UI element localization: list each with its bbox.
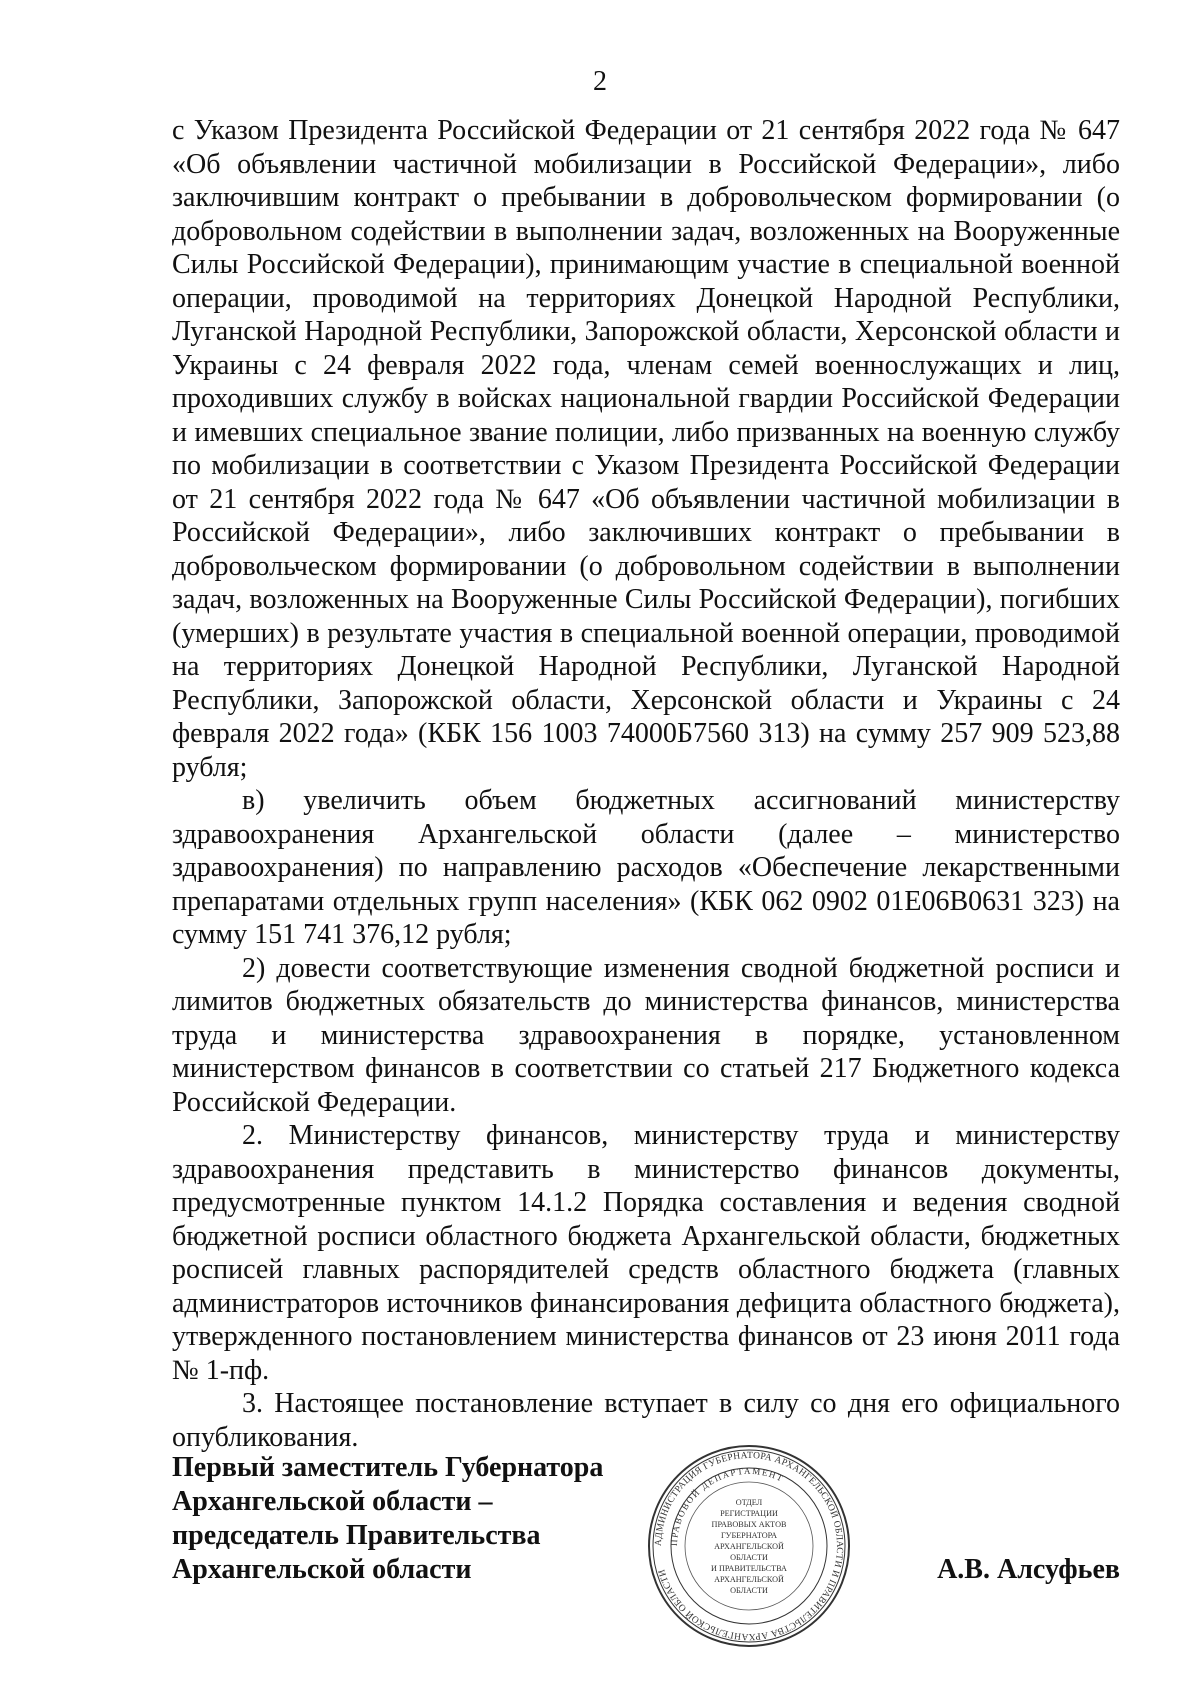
svg-text:ПРАВОВОЙ ДЕПАРТАМЕНТ: ПРАВОВОЙ ДЕПАРТАМЕНТ [668, 1465, 786, 1547]
signer-name: А.В. Алсуфьев [937, 1554, 1120, 1585]
stamp-line: ОТДЕЛ [735, 1498, 763, 1507]
stamp-line: РЕГИСТРАЦИИ [720, 1509, 778, 1518]
stamp-line: ОБЛАСТИ [730, 1553, 768, 1562]
svg-text:АДМИНИСТРАЦИЯ ГУБЕРНАТОРА АРХА: АДМИНИСТРАЦИЯ ГУБЕРНАТОРА АРХАНГЕЛЬСКОЙ ОБЛАСТИ И ПРАВИТЕЛЬСТВА АРХАНГЕЛЬСКОЙ ОБЛАСТИ [653, 1450, 845, 1642]
official-stamp [644, 1441, 854, 1651]
signer-title [172, 1451, 603, 1587]
document-body [172, 114, 1120, 1454]
stamp-seal-icon [644, 1441, 854, 1651]
stamp-line: АРХАНГЕЛЬСКОЙ [714, 1542, 784, 1551]
signature-block [172, 1451, 1120, 1691]
stamp-line: И ПРАВИТЕЛЬСТВА [711, 1564, 787, 1573]
signer-title-line: Первый заместитель Губернатора [172, 1452, 604, 1483]
paragraph-clause-3: 3. Настоящее постановление вступает в силу со дня его официального опубликования. [172, 1388, 1120, 1453]
paragraph-subitem-v: в) увеличить объем бюджетных ассигнований министерству здравоохранения Архангельской области (далее – министерство здравоохранения) по направлению расходов «Обеспечение лекарственными препаратами отдельных групп населения» (КБК 062 0902 01Е06В0631 323) на сумму 151 741 376,12 рубля; [172, 785, 1120, 950]
paragraph-continuation: с Указом Президента Российской Федерации от 21 сентября 2022 года № 647 «Об объявлении частичной мобилизации в Российской Федерации», либо заключившим контракт о пребывании в добровольческом формировании (о добровольном содействии в выполнении задач, возложенных на Вооруженные Силы Российской Федерации), принимающим участие в специальной военной операции, проводимой на территориях Донецкой Народной Республики, Луганской Народной Республики, Запорожской области, Херсонской области и Украины с 24 февраля 2022 года, членам семей военнослужащих и лиц, проходивших службу в войсках национальной гвардии Российской Федерации и имевших специальное звание полиции, либо призванных на военную службу по мобилизации в соответствии с Указом Президента Российской Федерации от 21 сентября 2022 года № 647 «Об объявлении частичной мобилизации в Российской Федерации», либо заключивших контракт о пребывании в добровольческом формировании (о добровольном содействии в выполнении задач, возложенных на Вооруженные Силы Российской Федерации), погибших (умерших) в результате участия в специальной военной операции, проводимой на территориях Донецкой Народной Республики, Луганской Народной Республики, Запорожской области, Херсонской области и Украины с 24 февраля 2022 года» (КБК 156 1003 74000Б7560 313) на сумму 257 909 523,88 рубля; [172, 115, 1120, 783]
signer-title-line: председатель Правительства [172, 1520, 541, 1551]
signer-title-line: Архангельской области [172, 1554, 472, 1585]
signer-title-line: Архангельской области – [172, 1486, 493, 1517]
stamp-line: ОБЛАСТИ [730, 1586, 768, 1595]
stamp-line: АРХАНГЕЛЬСКОЙ [714, 1575, 784, 1584]
paragraph-item-2: 2) довести соответствующие изменения сводной бюджетной росписи и лимитов бюджетных обязательств до министерства финансов, министерства труда и министерства здравоохранения в порядке, установленном министерством финансов в соответствии со статьей 217 Бюджетного кодекса Российской Федерации. [172, 952, 1120, 1118]
paragraph-clause-2: 2. Министерству финансов, министерству труда и министерству здравоохранения представить в министерство финансов документы, предусмотренные пунктом 14.1.2 Порядка составления и ведения сводной бюджетной росписи областного бюджета Архангельской области, бюджетных росписей главных распорядителей средств областного бюджета (главных администраторов источников финансирования дефицита областного бюджета), утвержденного постановлением министерства финансов от 23 июня 2011 года № 1-пф. [172, 1120, 1120, 1386]
page-number: 2 [593, 66, 607, 97]
stamp-line: ПРАВОВЫХ АКТОВ [711, 1520, 787, 1529]
stamp-line: ГУБЕРНАТОРА [720, 1531, 778, 1540]
